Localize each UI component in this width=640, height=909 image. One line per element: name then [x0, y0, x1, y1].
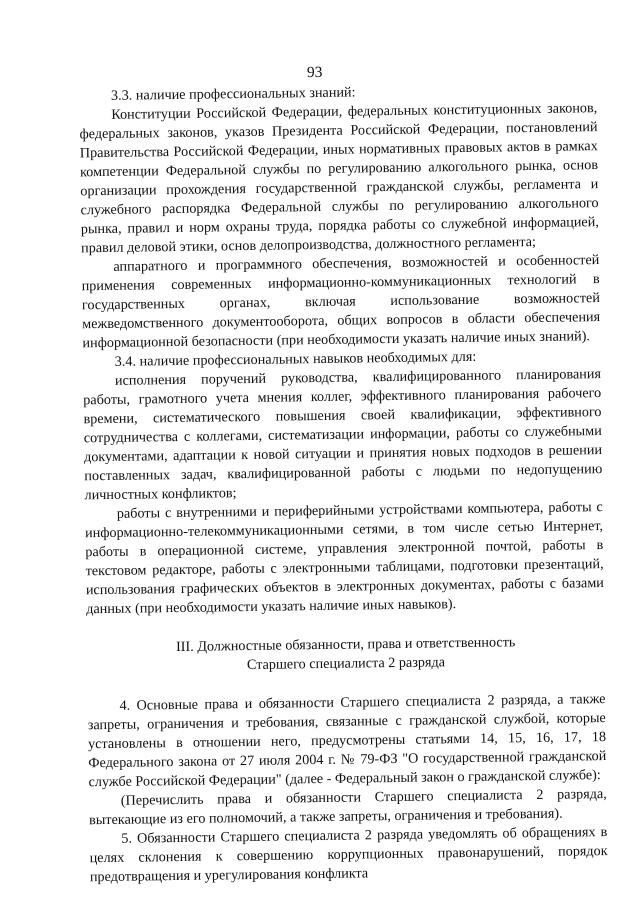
- paragraph-3-4-heading: 3.4. наличие профессиональных навыков необходимых для:: [114, 348, 477, 370]
- paragraph-4: 4. Основные права и обязанности Старшего специалиста 2 разряда, а также запреты, ограничения и требования, связанные с гражданской службой, которые установлены в отношении него, предусмотрены статьями 14, 15, 16, 17, 18 Федерального закона от 27 июля 2004 г. № 79-ФЗ "О государственной гражданской службе Российской Федерации" (далее - Федеральный закон о гражданской службе):: [87, 691, 607, 791]
- section-title-line-1: III. Должностные обязанности, права и ответственность: [175, 634, 516, 656]
- paragraph-knowledge-laws: Конституции Российской Федерации, федеральных конституционных законов, федеральных законов, указов Президента Российской Федерации, постановлений Правительства Российской Федерации, иных нормативных правовых актов в рамках компетенции Федеральной службы по регулированию алкогольного рынка, основ организации прохождения государственной гражданской службы, регламента и служебного распорядка Федеральной службы по регулированию алкогольного рынка, правил и норм охраны труда, порядка работы со служебной информацией, правил деловой этики, основ делопроизводства, должностного регламента;: [79, 100, 599, 257]
- paragraph-4-note: (Перечислить права и обязанности Старшего специалиста 2 разряда, вытекающие из его полномочий, а также запреты, ограничения и требования).: [89, 786, 607, 829]
- paragraph-3-3-heading: 3.3. наличие профессиональных знаний:: [110, 84, 356, 104]
- paragraph-skills-computer: работы с внутренними и периферийными устройствами компьютера, работы с информационно-телекоммуникационными сетями, в том числе сетью Интернет, работы в операционной системе, управления электронной почтой, работы в текстовом редакторе, работы с электронными таблицами, подготовки презентаций, использования графических объектов в электронных документах, работы с базами данных (при необходимости указать наличие иных навыков).: [84, 499, 604, 618]
- document-body: [79, 80, 608, 887]
- paragraph-knowledge-it: аппаратного и программного обеспечения, возможностей и особенностей применения современных информационно-коммуникационных технологий в государственных органах, включая использование возможностей межведомственного документооборота, общих вопросов в области обеспечения информационной безопасности (при необходимости указать наличие иных знаний).: [81, 252, 601, 352]
- section-title-line-2: Старшего специалиста 2 разряда: [246, 654, 446, 674]
- paragraph-5: 5. Обязанности Старшего специалиста 2 разряда уведомлять об обращениях в целях склонения к совершению коррупционных правонарушений, порядок предотвращения и урегулирования конфликта: [89, 824, 608, 886]
- page-number: 93: [306, 63, 323, 82]
- paragraph-skills-management: исполнения поручений руководства, квалифицированного планирования работы, грамотного учета мнения коллег, эффективного планирования рабочего времени, систематического повышения своей квалификации, эффективного сотрудничества с коллегами, систематизации информации, работы со служебными документами, адаптации к новой ситуации и принятия новых подходов в решении поставленных задач, квалифицированной работы с людьми по недопущению личностных конфликтов;: [83, 366, 603, 504]
